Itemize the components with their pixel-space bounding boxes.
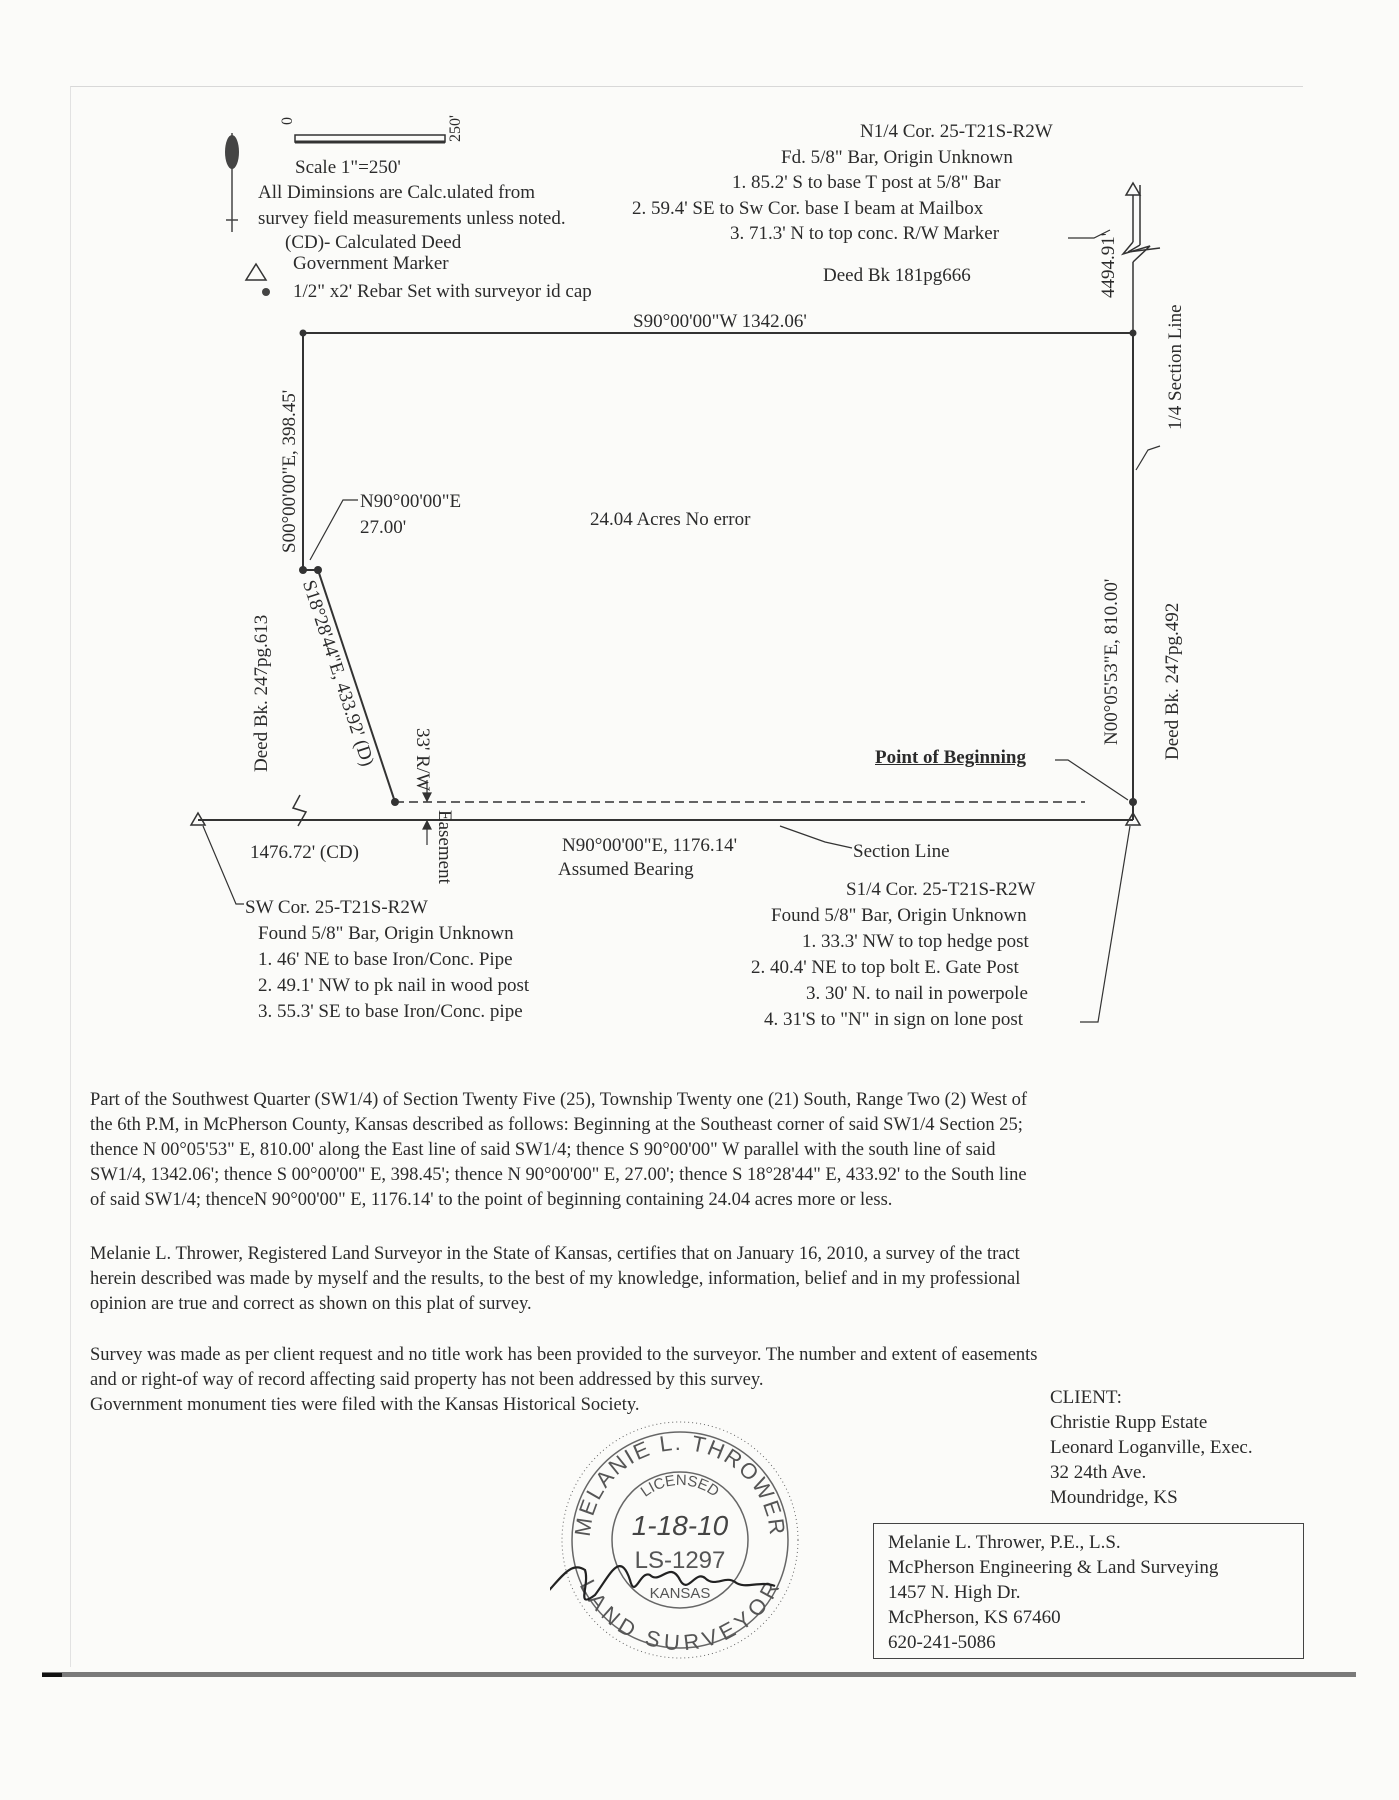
surveyor-line: Melanie L. Thrower, P.E., L.S. bbox=[888, 1532, 1121, 1553]
sw-corner-title: SW Cor. 25-T21S-R2W bbox=[245, 897, 428, 918]
s-tie-3: 3. 30' N. to nail in powerpole bbox=[806, 983, 1028, 1004]
east-deed-label: Deed Bk. 247pg.492 bbox=[1162, 602, 1183, 760]
dimensions-note-line2: survey field measurements unless noted. bbox=[258, 208, 566, 229]
legal-line: Part of the Southwest Quarter (SW1/4) of Section Twenty Five (25), Township Twenty one (21) South, Range Two (2) West of bbox=[90, 1090, 1028, 1110]
certification-line: Melanie L. Thrower, Registered Land Surveyor in the State of Kansas, certifies that on January 16, 2010, a survey of the tract bbox=[90, 1244, 1020, 1264]
sw-tie-3: 3. 55.3' SE to base Iron/Conc. pipe bbox=[258, 1001, 523, 1022]
sw-tie-2: 2. 49.1' NW to pk nail in wood post bbox=[258, 975, 530, 996]
scale-zero: 0 bbox=[279, 117, 296, 125]
seal-license-number: LS-1297 bbox=[634, 1547, 726, 1574]
jog-distance-label: 27.00' bbox=[360, 517, 407, 538]
pob-label: Point of Beginning bbox=[875, 747, 1026, 768]
legal-line: the 6th P.M, in McPherson County, Kansas described as follows: Beginning at the Southeast corner of said SW1/4 Section 25; bbox=[90, 1115, 1023, 1135]
ne-tie-2: 2. 59.4' SE to Sw Cor. base I beam at Mailbox bbox=[632, 198, 984, 219]
row-pin-icon bbox=[391, 798, 399, 806]
area-label: 24.04 Acres No error bbox=[590, 509, 751, 530]
client-line: Leonard Loganville, Exec. bbox=[1050, 1437, 1253, 1458]
north-line-label: S90°00'00"W 1342.06' bbox=[633, 311, 807, 332]
s-corner-title: S1/4 Cor. 25-T21S-R2W bbox=[846, 879, 1036, 900]
east-line-label: N00°05'53"E, 810.00' bbox=[1101, 578, 1122, 745]
ne-distance: 4494.91' bbox=[1098, 232, 1119, 298]
seal-date: 1-18-10 bbox=[631, 1510, 729, 1541]
s-quarter-leader bbox=[1080, 826, 1130, 1022]
pob-leader bbox=[1055, 760, 1128, 800]
assumed-bearing-label: Assumed Bearing bbox=[558, 859, 694, 880]
svg-text:LICENSED bbox=[638, 1472, 722, 1501]
s-tie-2: 2. 40.4' NE to top bolt E. Gate Post bbox=[751, 957, 1019, 978]
legal-line: thence N 00°05'53" E, 810.00' along the East line of said SW1/4; thence S 90°00'00" W parallel with the south line of said bbox=[90, 1140, 996, 1160]
pob-pin-icon bbox=[1129, 798, 1137, 806]
sw-leader bbox=[203, 826, 244, 904]
easement-label-2: Easement bbox=[434, 810, 455, 884]
nw-corner-pin-icon bbox=[300, 330, 307, 337]
quarter-line-label: 1/4 Section Line bbox=[1165, 304, 1186, 430]
scale-bar bbox=[295, 135, 445, 142]
client-line: Moundridge, KS bbox=[1050, 1487, 1178, 1508]
seal-state: KANSAS bbox=[649, 1585, 711, 1602]
ne-corner-found: Fd. 5/8" Bar, Origin Unknown bbox=[781, 147, 1013, 168]
s-corner-found: Found 5/8" Bar, Origin Unknown bbox=[771, 905, 1027, 926]
surveyor-line: McPherson Engineering & Land Surveying bbox=[888, 1557, 1219, 1578]
certification-line: opinion are true and correct as shown on this plat of survey. bbox=[90, 1294, 532, 1314]
south-line-label: N90°00'00"E, 1176.14' bbox=[562, 835, 738, 856]
jog-leader bbox=[310, 500, 358, 560]
s-tie-4: 4. 31'S to "N" in sign on lone post bbox=[764, 1009, 1024, 1030]
jog-west-pin-icon bbox=[299, 566, 307, 574]
sw-distance-label: 1476.72' (CD) bbox=[250, 842, 359, 863]
bottom-rule bbox=[42, 1672, 1356, 1677]
ne-corner-title: N1/4 Cor. 25-T21S-R2W bbox=[860, 121, 1053, 142]
client-block bbox=[1050, 1385, 1253, 1510]
legal-description bbox=[90, 1088, 1330, 1213]
surveyor-line: 620-241-5086 bbox=[888, 1632, 996, 1653]
client-line: 32 24th Ave. bbox=[1050, 1462, 1147, 1483]
sw-corner-found: Found 5/8" Bar, Origin Unknown bbox=[258, 923, 514, 944]
rebar-note: 1/2" x2' Rebar Set with surveyor id cap bbox=[293, 281, 592, 302]
section-line-label: Section Line bbox=[853, 841, 950, 862]
north-arrow-icon bbox=[225, 133, 239, 232]
scale-label: Scale 1"=250' bbox=[295, 157, 401, 178]
surveyor-line: 1457 N. High Dr. bbox=[888, 1582, 1021, 1603]
seal-bottom-text: LAND SURVEYOR bbox=[574, 1575, 786, 1656]
legal-line: of said SW1/4; thenceN 90°00'00" E, 1176.14' to the point of beginning containing 24.04 acres more or less. bbox=[90, 1190, 893, 1210]
disclaimer-line: Government monument ties were filed with the Kansas Historical Society. bbox=[90, 1395, 640, 1415]
jog-bearing-label: N90°00'00"E bbox=[360, 491, 462, 512]
ne-tie-3: 3. 71.3' N to top conc. R/W Marker bbox=[730, 223, 1000, 244]
ne-deed: Deed Bk 181pg666 bbox=[823, 265, 971, 286]
legal-line: SW1/4, 1342.06'; thence S 00°00'00" E, 398.45'; thence N 90°00'00" E, 27.00'; thence S 18°28'44" E, 433.92' to the South line bbox=[90, 1165, 1027, 1185]
bottom-rule-mark bbox=[42, 1673, 62, 1677]
surveyor-line: McPherson, KS 67460 bbox=[888, 1607, 1061, 1628]
disclaimer-line: Survey was made as per client request and no title work has been provided to the surveyor. The number and extent of easements bbox=[90, 1345, 1038, 1365]
quarter-line-leader bbox=[1136, 446, 1160, 470]
surveyor-box bbox=[873, 1523, 1304, 1659]
cd-note: (CD)- Calculated Deed bbox=[285, 232, 462, 253]
jog-east-pin-icon bbox=[314, 566, 322, 574]
section-line-leader bbox=[780, 826, 852, 848]
client-line: Christie Rupp Estate bbox=[1050, 1412, 1208, 1433]
west-deed-label: Deed Bk. 247pg.613 bbox=[251, 614, 272, 772]
n-quarter-marker-icon bbox=[1126, 183, 1140, 195]
easement-label-1: 33' R/W bbox=[412, 728, 433, 792]
government-marker-icon bbox=[246, 264, 266, 280]
ne-tie-1: 1. 85.2' S to base T post at 5/8" Bar bbox=[732, 172, 1001, 193]
rebar-set-icon bbox=[262, 288, 270, 296]
client-heading: CLIENT: bbox=[1050, 1387, 1122, 1408]
west-line-label: S00°00'00"E, 398.45' bbox=[279, 389, 300, 553]
diagonal-line-label: S18°28'44"E, 433.92' (D) bbox=[297, 577, 378, 769]
disclaimer-line: and or right-of way of record affecting said property has not been addressed by this survey. bbox=[90, 1370, 764, 1390]
scale-250: 250' bbox=[447, 115, 464, 142]
s-tie-1: 1. 33.3' NW to top hedge post bbox=[802, 931, 1029, 952]
seal-top-text: MELANIE L. THROWER bbox=[569, 1429, 791, 1538]
surveyor-seal bbox=[550, 1410, 810, 1670]
seal-licensed: LICENSED bbox=[637, 1471, 723, 1501]
sw-tie-1: 1. 46' NE to base Iron/Conc. Pipe bbox=[258, 949, 513, 970]
marker-note: Government Marker bbox=[293, 253, 449, 274]
certification-line: herein described was made by myself and the results, to the best of my knowledge, information, belief and in my professional bbox=[90, 1269, 1021, 1289]
certification bbox=[90, 1242, 1330, 1317]
dimensions-note-line1: All Diminsions are Calc.ulated from bbox=[258, 182, 536, 203]
